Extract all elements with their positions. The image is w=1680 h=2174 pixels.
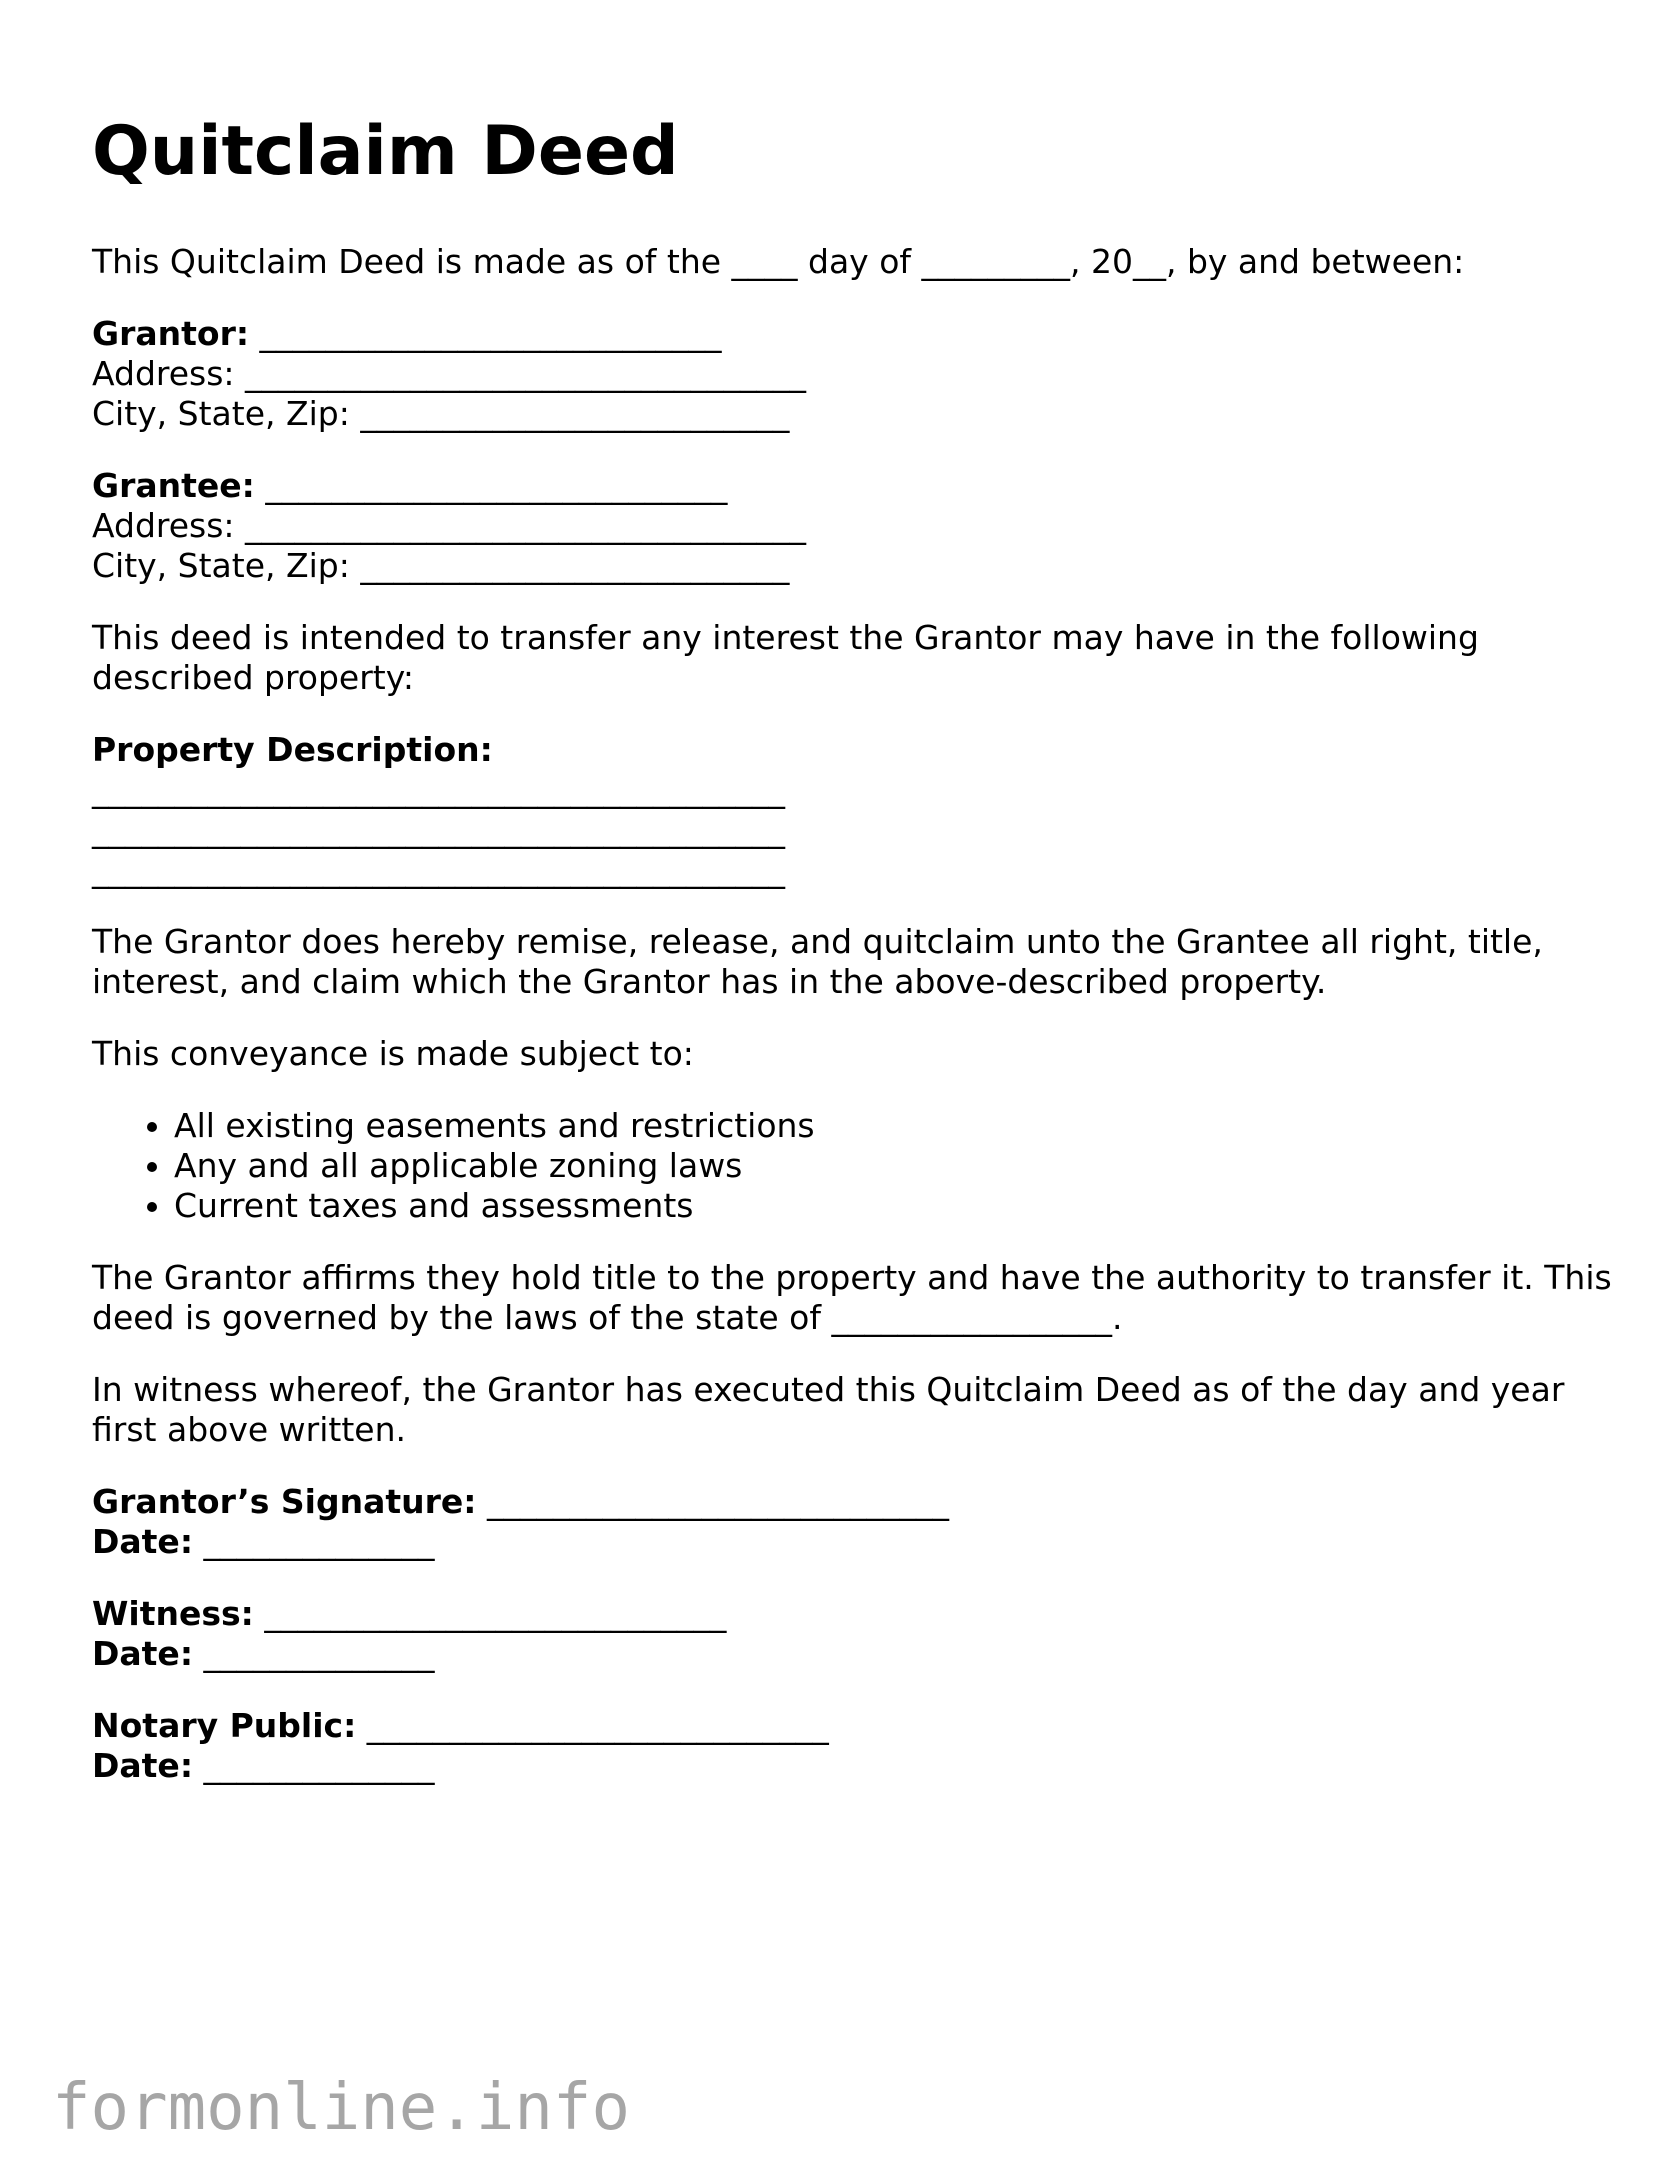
property-description-line: __________________________________________ [92, 770, 785, 809]
list-item: • Current taxes and assessments [174, 1186, 1612, 1226]
grantor-section [92, 314, 1612, 434]
property-description-label: Property Description: [92, 730, 493, 769]
witness-date-line [92, 1634, 1612, 1674]
grantee-name-line [92, 466, 1612, 506]
witness-label: Witness: [92, 1594, 254, 1633]
list-item: • Any and all applicable zoning laws [174, 1146, 1612, 1186]
grantor-signature-field: ____________________________ [476, 1482, 949, 1521]
date-label: Date: [92, 1634, 194, 1673]
page-title: Quitclaim Deed [92, 112, 679, 191]
date-field: ______________ [193, 1746, 435, 1785]
affirm-paragraph: The Grantor affirms they hold title to the property and have the authority to transfer it. This deed is governed by the laws of the state of _________________. [92, 1258, 1612, 1337]
conditions-list [92, 1106, 1612, 1226]
grantee-section [92, 466, 1612, 586]
transfer-paragraph: This deed is intended to transfer any interest the Grantor may have in the following described property: [92, 618, 1479, 697]
list-item: • All existing easements and restrictions [174, 1106, 1612, 1146]
witness-paragraph: In witness whereof, the Grantor has executed this Quitclaim Deed as of the day and year first above written. [92, 1370, 1565, 1449]
watermark: formonline.info [52, 2071, 630, 2145]
date-field: ______________ [193, 1634, 435, 1673]
grantor-name-line [92, 314, 1612, 354]
notary-signature-line [92, 1706, 1612, 1746]
witness-signature-line [92, 1594, 1612, 1634]
date-field: ______________ [193, 1522, 435, 1561]
intro-paragraph: This Quitclaim Deed is made as of the ____ day of _________, 20__, by and between: [92, 242, 1465, 281]
grantee-name-field: ____________________________ [254, 466, 728, 505]
grantor-signature-line [92, 1482, 1612, 1522]
grantor-label: Grantor: [92, 314, 250, 353]
grantor-date-line [92, 1522, 1612, 1562]
grantee-address-line: Address: __________________________________ [92, 506, 807, 545]
grantor-name-field: ____________________________ [249, 314, 722, 353]
property-description-section [92, 730, 1612, 890]
date-label: Date: [92, 1746, 194, 1785]
witness-signature-block [92, 1594, 1612, 1674]
subject-intro: This conveyance is made subject to: [92, 1034, 694, 1073]
deed-document [92, 110, 1612, 1818]
grantee-label: Grantee: [92, 466, 255, 505]
grantor-signature-block [92, 1482, 1612, 1562]
date-label: Date: [92, 1522, 194, 1561]
grantor-address-line: Address: __________________________________ [92, 354, 807, 393]
notary-label: Notary Public: [92, 1706, 357, 1745]
notary-signature-field: ____________________________ [356, 1706, 829, 1745]
notary-date-line [92, 1746, 1612, 1786]
grantor-signature-label: Grantor’s Signature: [92, 1482, 477, 1521]
property-description-line: __________________________________________ [92, 850, 785, 889]
property-description-line: __________________________________________ [92, 810, 785, 849]
witness-signature-field: ____________________________ [253, 1594, 727, 1633]
notary-signature-block [92, 1706, 1612, 1786]
grantee-city-line: City, State, Zip: __________________________ [92, 546, 790, 585]
remise-paragraph: The Grantor does hereby remise, release, and quitclaim unto the Grantee all right, title, interest, and claim which the Grantor has in the above-described property. [92, 922, 1543, 1001]
grantor-city-line: City, State, Zip: __________________________ [92, 394, 790, 433]
